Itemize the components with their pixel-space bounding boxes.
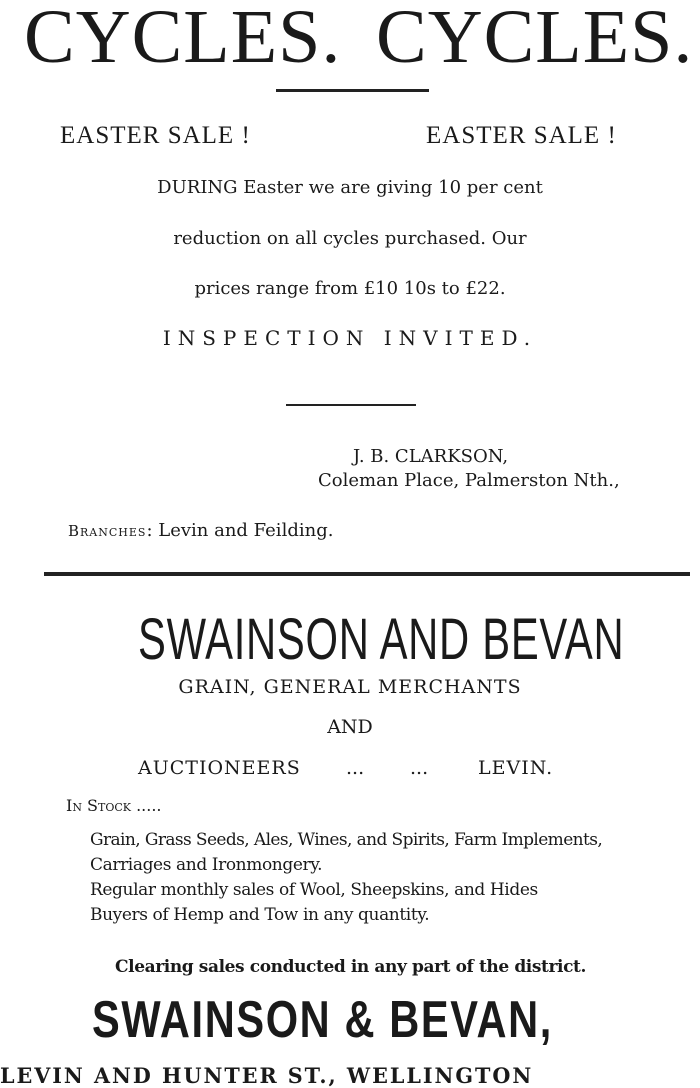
branches-line [68,520,333,541]
stock-item-3: Regular monthly sales of Wool, Sheepskins, and Hides [90,880,538,900]
signature-address: Coleman Place, Palmerston Nth., [318,470,620,491]
and-line: AND [327,716,373,738]
dots-1: ... [346,757,365,779]
branches-label: Branches [68,522,147,540]
levin-label: LEVIN. [478,757,554,779]
inspection-invited: INSPECTION INVITED. [162,326,538,350]
sale-text-line-2: reduction on all cycles purchased. Our [173,228,527,249]
ad-separator [44,572,690,576]
stock-item-2: Carriages and Ironmongery. [90,855,323,875]
auctioneers-label: AUCTIONEERS [138,757,301,779]
branches-value: : Levin and Feilding. [146,520,334,541]
in-stock-heading: In Stock ..... [66,796,162,815]
sale-text-line-1: DURING Easter we are giving 10 per cent [157,177,543,198]
divider-top [276,89,429,92]
stock-item-1: Grain, Grass Seeds, Ales, Wines, and Spirits, Farm Implements, [90,830,603,850]
dots-2: ... [410,757,429,779]
divider-middle [286,404,416,406]
easter-sale-right: EASTER SALE ! [426,122,617,149]
signature-name: J. B. CLARKSON, [353,446,509,467]
clearing-sales-line: Clearing sales conducted in any part of the district. [115,957,587,977]
cycles-title-right: CYCLES. [376,0,694,79]
swainson-footer-title: SWAINSON & BEVAN, [92,991,553,1049]
swainson-title: SWAINSON AND BEVAN [138,607,625,672]
footer-address: LEVIN AND HUNTER ST., WELLINGTON [0,1063,534,1088]
merchants-subtitle: GRAIN, GENERAL MERCHANTS [178,676,522,698]
easter-sale-left: EASTER SALE ! [60,122,251,149]
sale-text-line-3: prices range from £10 10s to £22. [194,278,506,299]
stock-item-4: Buyers of Hemp and Tow in any quantity. [90,905,430,925]
cycles-title-left: CYCLES. [24,0,342,79]
